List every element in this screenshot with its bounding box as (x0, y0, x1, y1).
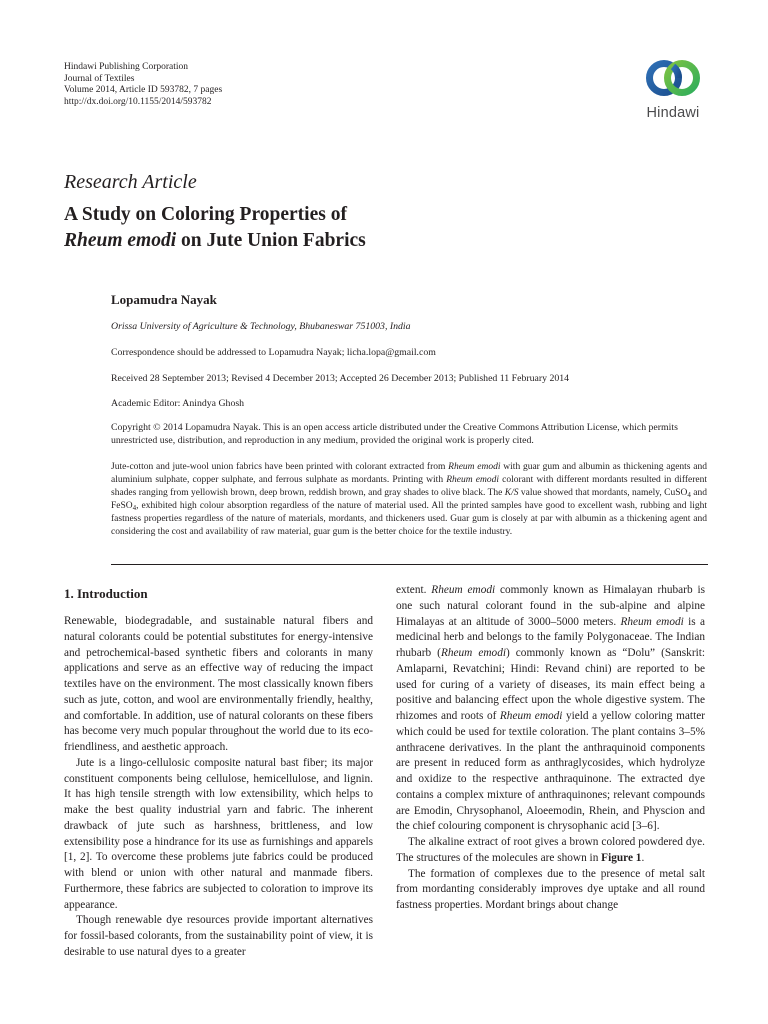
hindawi-logo (636, 54, 710, 121)
article-dates: Received 28 September 2013; Revised 4 December 2013; Accepted 26 December 2013; Published 11 February 2014 (111, 373, 570, 384)
subscript: 4 (132, 503, 137, 512)
abstract-text: and FeSO (111, 487, 708, 511)
author-name: Lopamudra Nayak (111, 292, 217, 307)
species-name: Rheum emodi (431, 584, 496, 596)
text-run: extent. (396, 584, 432, 596)
publication-info (64, 62, 222, 108)
article-type-label: Research Article (64, 171, 197, 193)
paragraph: The formation of complexes due to the presence of metal salt from mordanting considerably improves dye uptake and all round fastness properties. Mordant brings about change (396, 867, 705, 911)
abstract-text: with guar gum and albumin as thickening agents and aluminium sulphate, copper sulphate, and ferrous sulphate as mordants. Printing with (111, 462, 707, 485)
article-title (64, 202, 366, 254)
paragraph (396, 583, 705, 835)
text-run: yield a yellow coloring matter which could be used for textile coloration. The plant contains 3–5% anthracene derivatives. In the plant the anthraquinoid components are present in reduced form as anthraglycosides, which hydrolyze and oxidize to the respective anthraquinone. The extracted dye contains a complex mixture of anthraquinones; relevant compounds are Emodin, Chrysophanol, Aloeemodin, Rhein, and Physcion and the chief colouring component is chrysophanic acid [3–6]. (396, 710, 705, 833)
license-statement: Copyright © 2014 Lopamudra Nayak. This is an open access article distributed under the Creative Commons Attribution License, which permits unrestricted use, distribution, and reproduction in any medium, provided the original work is properly cited. (111, 422, 678, 446)
title-line-2 (64, 228, 366, 254)
species-name: Rheum emodi (440, 647, 506, 659)
right-column (396, 583, 705, 914)
volume-info: Volume 2014, Article ID 593782, 7 pages (64, 85, 223, 95)
species-name: Rheum emodi (620, 615, 684, 628)
abstract (111, 461, 707, 538)
correspondence[interactable]: Correspondence should be addressed to Lopamudra Nayak; licha.lopa@gmail.com (111, 347, 436, 358)
title-line-1: A Study on Coloring Properties of (64, 204, 347, 225)
paragraph (396, 835, 705, 867)
journal-name: Journal of Textiles (64, 73, 135, 84)
title-line-2-rest: on Jute Union Fabrics (176, 230, 366, 251)
abstract-text: value showed that mordants, namely, CuSO (518, 487, 688, 498)
text-run: commonly known as Himalayan rhubarb is one such natural colorant found in the sub-alpine and alpine Himalayas at an altitude of 3000–5000 meters. (396, 584, 705, 628)
doi-link[interactable]: http://dx.doi.org/10.1155/2014/593782 (64, 96, 212, 107)
figure-reference-link[interactable]: Figure 1 (601, 851, 642, 864)
species-name: Rheum emodi (446, 474, 499, 485)
subscript: 4 (687, 490, 691, 499)
species-name: Rheum emodi (499, 710, 563, 722)
paragraph: Jute is a lingo-cellulosic composite natural bast fiber; its major constituent components being cellulose, hemicellulose, and lignin. It has high tensile strength with low extensibility, which helps to make the best quality industrial yarn and fabric. The inherent drawback of jute such as harshness, brittleness, and low extensibility pose a hindrance for its use as furnishings and apparels [1, 2]. To overcome these problems jute fabrics could be produced with blend or union with other natural and manmade fibers. Furthermore, these fabrics are subjected to coloration to improve its appearance. (64, 756, 373, 911)
abstract-divider (111, 564, 708, 565)
paragraph: Renewable, biodegradable, and sustainable natural fibers and natural colorants could be potential substitutes for energy-intensive and petrochemical-based synthetic fibers and colorants in many applications and serve as an effective way of reducing the impact textiles have on the environment. The most classically known fibers such as jute, cotton, and wool are environmentally friendly, healthy, and comfortable. In addition, use of natural colorants on these fibers has become very much popular throughout the world due to its eco-friendliness, and aesthetic approach. (64, 615, 373, 753)
text-run: ) commonly known as “Dolu” (Sanskrit: Amlaparni, Revatchini; Hindi: Revand chini) are reported to be used for curing of a variety of diseases, its main effect being a positive and balancing effect upon the whole digestive system. The rhizomes and roots of (396, 647, 706, 722)
left-column (64, 614, 373, 961)
text-run: . (641, 851, 645, 864)
academic-editor: Academic Editor: Anindya Ghosh (111, 398, 245, 409)
paragraph: Though renewable dye resources provide important alternatives for fossil-based colorants, from the sustainability point of view, it is desirable to use natural dyes to a greater (64, 914, 373, 958)
title-species-name: Rheum emodi (64, 230, 177, 251)
hindawi-logo-icon (644, 54, 702, 102)
ks-symbol: K/S (504, 487, 519, 498)
section-heading: 1. Introduction (64, 586, 148, 601)
abstract-text: Jute-cotton and jute-wool union fabrics have been printed with colorant extracted from (111, 462, 449, 472)
species-name: Rheum emodi (448, 462, 501, 472)
affiliation: Orissa University of Agriculture & Technology, Bhubaneswar 751003, India (111, 321, 411, 332)
text-run: is a medicinal herb and belongs to the family Polygonaceae. The Indian rhubarb ( (396, 615, 705, 659)
logo-text: Hindawi (646, 105, 700, 121)
publisher-name: Hindawi Publishing Corporation (64, 62, 189, 72)
text-run: The alkaline extract of root gives a brown colored powdered dye. The structures of the molecules are shown in (396, 836, 705, 864)
abstract-text: colorant with different mordants resulted in different shades ranging from yellowish brown, deep brown, reddish brown, and gray shades to olive black. The (111, 474, 707, 498)
abstract-text: , exhibited high colour absorption regardless of the nature of material used. All the printed samples have good to excellent wash, rubbing and light fastness properties regardless of the nature of materials, mordants, and thickeners used. Guar gum is closely at par with albumin as a thickening agent and considering the cost and availability of raw material, guar gum is the better choice for the textile industry. (111, 500, 707, 537)
